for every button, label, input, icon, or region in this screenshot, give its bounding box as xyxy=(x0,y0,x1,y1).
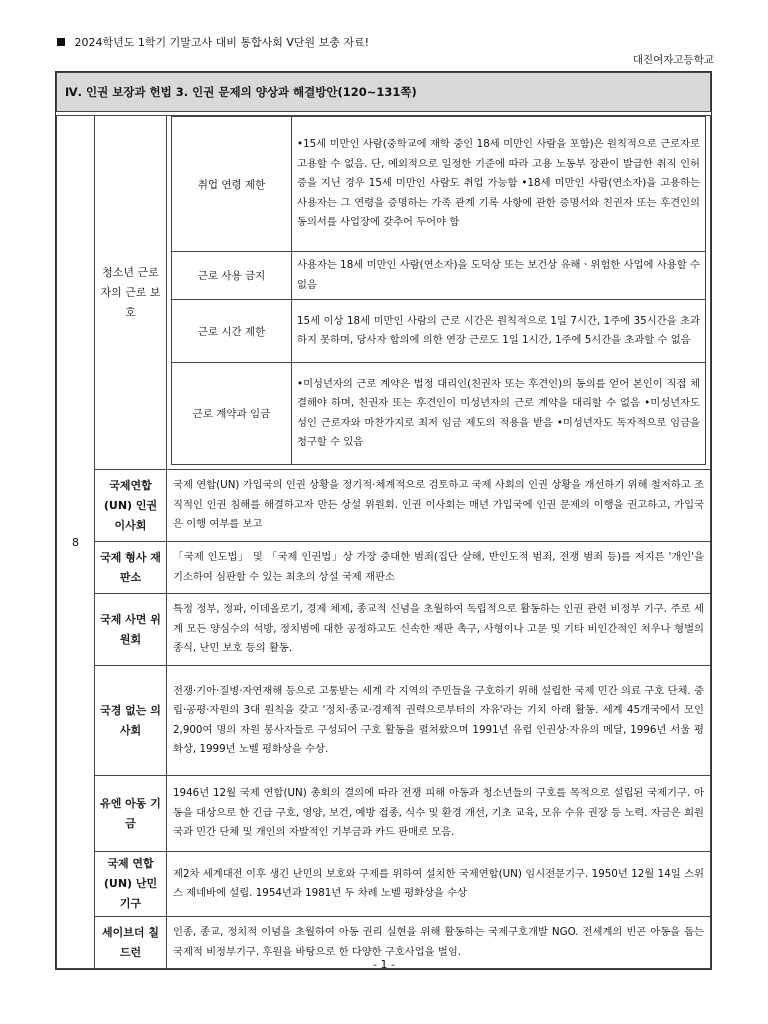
org-label: 세이브더 칠드런 xyxy=(95,917,167,969)
org-label: 국제 형사 재판소 xyxy=(95,542,167,594)
school-name: 대진여자고등학교 xyxy=(632,54,714,66)
org-row xyxy=(57,470,711,542)
org-description: 인종, 종교, 정치적 이념을 초월하여 아동 권리 실현을 위해 활동하는 국제구호개발 NGO. 전세계의 빈곤 아동을 돕는 국제적 비정부기구. 후원을 바탕으로 한 다양한 구호사업을 벌임. xyxy=(167,917,711,969)
org-label: 유엔 아동 기금 xyxy=(95,776,167,852)
org-label: 국제연합(UN) 인권 이사회 xyxy=(95,470,167,542)
youth-item-text: 15세 이상 18세 미만인 사람의 근로 시간은 원칙적으로 1일 7시간, 1주에 35시간을 초과하지 못하며, 당사자 합의에 의한 연장 근로도 1일 1시간, 1주에 5시간을 초과할 수 없음 xyxy=(292,300,706,363)
org-row xyxy=(57,666,711,776)
org-description: 국제 연합(UN) 가입국의 인권 상황을 정기적·체계적으로 검토하고 국제 사회의 인권 상황을 개선하기 위해 철저하고 조직적인 인권 침해를 해결하고자 만든 상설 위원회. 인권 이사회는 매년 가입국에 인권 문제의 이행을 권고하고, 가입국은 이행 여부를 보고 xyxy=(167,470,711,542)
youth-item-text: •미성년자의 근로 계약은 법정 대리인(친권자 또는 후견인)의 동의를 얻어 본인이 직접 체결해야 하며, 친권자 또는 후견인이 미성년자의 근로 계약을 대리할 수 없음 •미성년자도 성인 근로자와 마찬가지로 최저 임금 제도의 적용을 받음 •미성년자도 독자적으로 임금을 청구할 수 있음 xyxy=(292,363,706,465)
document-header xyxy=(57,34,369,50)
youth-item-text: •15세 미만인 사람(중학교에 재학 중인 18세 미만인 사람을 포함)은 원칙적으로 근로자로 고용할 수 없음. 단, 예외적으로 일정한 기준에 따라 고용 노동부 장관이 발급한 취직 인허증을 지닌 경우 15세 미만인 사람도 취업 가능함 •18세 미만인 사람(연소자)을 고용하는 사용자는 그 연령을 증명하는 가족 관계 기록 사항에 관한 증명서와 친권자 또는 후견인의 동의서를 사업장에 갖추어 두어야 함 xyxy=(292,117,706,252)
youth-item-label: 취업 연령 제한 xyxy=(172,117,292,252)
youth-item-text: 사용자는 18세 미만인 사람(연소자)을 도덕상 또는 보건상 유해ㆍ위험한 사업에 사용할 수 없음 xyxy=(292,252,706,300)
section-title: Ⅳ. 인권 보장과 헌법 3. 인권 문제의 양상과 해결방안(120~131쪽) xyxy=(57,73,711,112)
org-label: 국경 없는 의사회 xyxy=(95,666,167,776)
org-row xyxy=(57,594,711,666)
org-label: 국제 사면 위원회 xyxy=(95,594,167,666)
org-label: 국제 연합(UN) 난민 기구 xyxy=(95,852,167,917)
org-description: 제2차 세계대전 이후 생긴 난민의 보호와 구제를 위하여 설치한 국제연합(UN) 임시전문기구. 1950년 12월 14일 스위스 제네바에 설립. 1954년과 1981년 두 차례 노벨 평화상을 수상 xyxy=(167,852,711,917)
youth-row xyxy=(57,116,711,470)
youth-item-label: 근로 시간 제한 xyxy=(172,300,292,363)
content-table xyxy=(55,71,712,970)
youth-item-row xyxy=(172,300,706,363)
org-description: 특정 정부, 정파, 이데올로기, 경제 체제, 종교적 신념을 초월하여 독립적으로 활동하는 인권 관련 비정부 기구. 주로 세계 모든 양심수의 석방, 정치범에 대한 공정하고도 신속한 재판 촉구, 사형이나 고문 및 기타 비인간적인 처우나 형벌의 종식, 난민 보호 등의 활동. xyxy=(167,594,711,666)
page-number: - 1 - xyxy=(373,958,395,971)
youth-item-row xyxy=(172,252,706,300)
youth-label: 청소년 근로자의 근로 보호 xyxy=(95,116,167,470)
youth-item-row xyxy=(172,117,706,252)
org-description: 「국제 인도법」 및 「국제 인권법」상 가장 중대한 범죄(집단 살해, 반인도적 범죄, 전쟁 범죄 등)를 저지른 '개인'을 기소하여 심판할 수 있는 최초의 상설 국제 재판소 xyxy=(167,542,711,594)
youth-item-row xyxy=(172,363,706,465)
org-description: 전쟁·기아·질병·자연재해 등으로 고통받는 세계 각 지역의 주민들을 구호하기 위해 설립한 국제 민간 의료 구호 단체. 중립·공평·자원의 3대 원칙을 갖고 '정치·종교·경제적 권력으로부터의 자유'라는 기치 아래 활동. 세계 45개국에서 모인 2,900여 명의 자원 봉사자들로 구성되어 구호 활동을 펼쳐왔으며 1991년 유럽 인권상·자유의 메달, 1996년 서울 평화상, 1999년 노벨 평화상을 수상. xyxy=(167,666,711,776)
square-bullet-icon xyxy=(57,38,65,46)
org-row xyxy=(57,852,711,917)
org-description: 1946년 12월 국제 연합(UN) 총회의 결의에 따라 전쟁 피해 아동과 청소년들의 구호를 목적으로 설립된 국제기구. 아동을 대상으로 한 긴급 구호, 영양, 보건, 예방 접종, 식수 및 환경 개선, 기초 교육, 모유 수유 권장 등 노력. 자금은 회원국과 민간 단체 및 개인의 자발적인 기부금과 카드 판매로 모음. xyxy=(167,776,711,852)
org-row xyxy=(57,776,711,852)
org-row xyxy=(57,542,711,594)
row-number: 8 xyxy=(57,116,95,969)
youth-details xyxy=(167,116,711,470)
youth-item-label: 근로 계약과 임금 xyxy=(172,363,292,465)
document-title: 2024학년도 1학기 기말고사 대비 통합사회 Ⅴ단원 보충 자료! xyxy=(74,36,370,49)
youth-item-label: 근로 사용 금지 xyxy=(172,252,292,300)
